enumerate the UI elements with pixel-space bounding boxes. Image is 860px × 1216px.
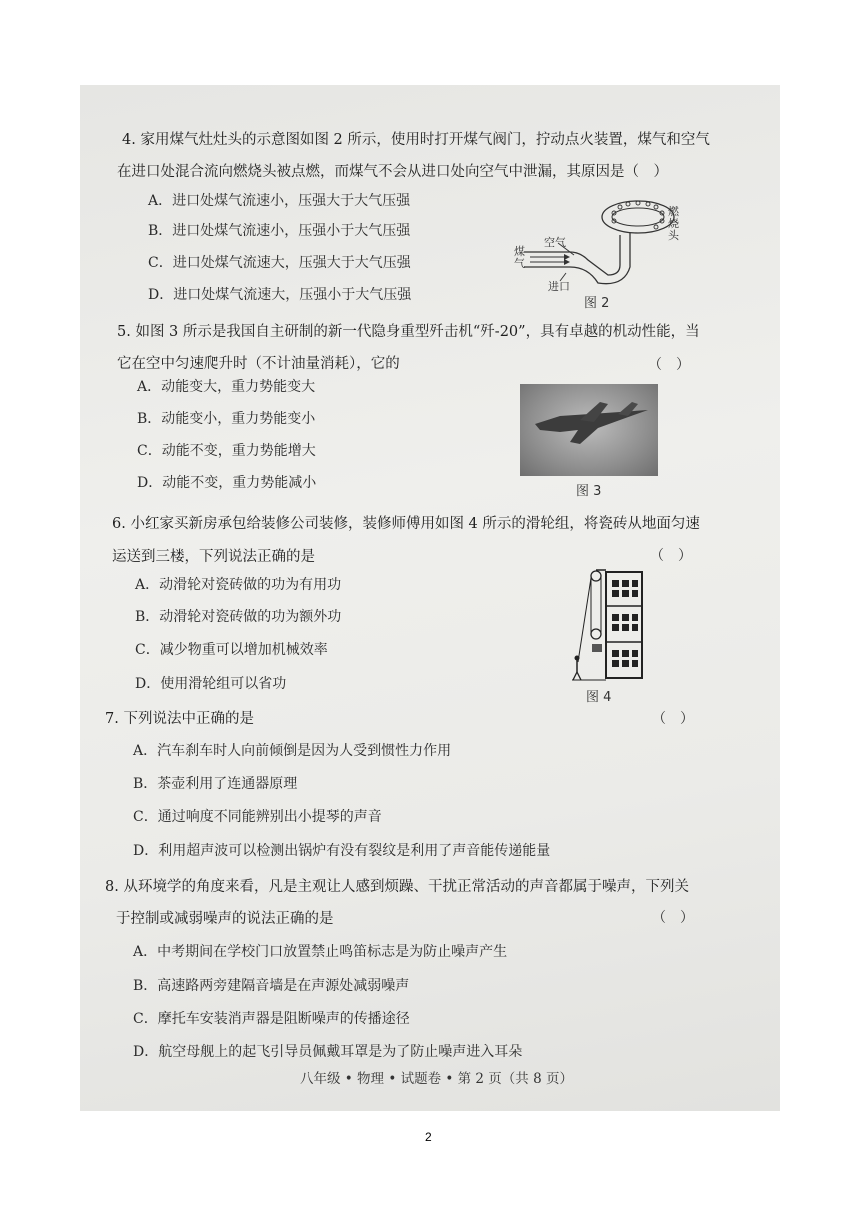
page-number: 2 [425, 1130, 432, 1144]
question-4-option-d: D．进口处煤气流速大，压强小于大气压强 [148, 287, 412, 303]
question-8-option-b: B．高速路两旁建隔音墙是在声源处减弱噪声 [133, 978, 410, 994]
question-6-line-1: 6. 小红家买新房承包给装修公司装修，装修师傅用如图 4 所示的滑轮组，将瓷砖从地面匀速 [112, 516, 700, 532]
question-4-option-c: C．进口处煤气流速大，压强大于大气压强 [148, 255, 411, 271]
question-4-option-a: A．进口处煤气流速小，压强大于大气压强 [148, 193, 411, 209]
question-4-line-1: 4. 家用煤气灶灶头的示意图如图 2 所示，使用时打开煤气阀门，拧动点火装置，煤气和空气 [122, 132, 710, 148]
question-8-answer-paren: （ ） [652, 910, 694, 926]
question-8-line-2: 于控制或减弱噪声的说法正确的是 [116, 911, 334, 927]
jet-silhouette-icon [520, 384, 658, 476]
figure-4-caption: 图 4 [586, 690, 612, 705]
question-6-line-2: 运送到三楼，下列说法正确的是 [112, 549, 315, 565]
question-5-option-a: A．动能变大，重力势能变大 [137, 379, 316, 395]
question-5-option-d: D．动能不变，重力势能减小 [137, 475, 317, 491]
figure-3-caption: 图 3 [576, 484, 602, 499]
question-7-answer-paren: （ ） [652, 711, 694, 727]
question-7-option-b: B．茶壶利用了连通器原理 [133, 776, 298, 792]
question-6-option-b: B．动滑轮对瓷砖做的功为额外功 [135, 609, 342, 625]
question-5-option-b: B．动能变小，重力势能变小 [137, 411, 316, 427]
figure-2-caption: 图 2 [584, 296, 610, 311]
question-8-line-1: 8. 从环境学的角度来看，凡是主观让人感到烦躁、干扰正常活动的声音都属于噪声，下列关 [105, 879, 689, 895]
question-5-line-2: 它在空中匀速爬升时（不计油量消耗），它的 [117, 356, 400, 372]
question-8-option-d: D．航空母舰上的起飞引导员佩戴耳罩是为了防止噪声进入耳朵 [133, 1044, 523, 1060]
question-6-option-c: C．减少物重可以增加机械效率 [135, 642, 328, 658]
question-6-option-d: D．使用滑轮组可以省功 [135, 676, 287, 692]
question-8-option-a: A．中考期间在学校门口放置禁止鸣笛标志是为防止噪声产生 [133, 944, 508, 960]
figure-2-burner-label: 燃烧头 [668, 205, 679, 242]
question-6-option-a: A．动滑轮对瓷砖做的功为有用功 [135, 577, 342, 593]
question-7-option-a: A．汽车刹车时人向前倾倒是因为人受到惯性力作用 [133, 743, 452, 759]
question-5-line-1: 5. 如图 3 所示是我国自主研制的新一代隐身重型歼击机“歼-20”，具有卓越的机动性能，当 [117, 324, 700, 340]
question-5-answer-paren: （ ） [648, 357, 690, 373]
figure-3-jet-photo [520, 384, 658, 476]
question-7-line-1: 7. 下列说法中正确的是 [105, 711, 254, 727]
question-7-option-d: D．利用超声波可以检测出锅炉有没有裂纹是利用了声音能传递能量 [133, 843, 551, 859]
question-6-answer-paren: （ ） [650, 548, 692, 564]
figure-2-inlet-label: 进口 [548, 280, 570, 293]
question-7-option-c: C．通过响度不同能辨别出小提琴的声音 [133, 809, 382, 825]
figure-2-gas-label: 煤气 [514, 245, 525, 270]
question-4-option-b: B．进口处煤气流速小，压强小于大气压强 [148, 223, 411, 239]
question-8-option-c: C．摩托车安装消声器是阻断噪声的传播途径 [133, 1011, 410, 1027]
figure-4-pulley-diagram [570, 566, 650, 686]
question-4-line-2: 在进口处混合流向燃烧头被点燃，而煤气不会从进口处向空气中泄漏，其原因是（ ） [117, 164, 668, 180]
question-5-option-c: C．动能不变，重力势能增大 [137, 443, 316, 459]
figure-2-air-label: 空气 [544, 236, 566, 249]
exam-footer: 八年级 • 物理 • 试题卷 • 第 2 页（共 8 页） [300, 1071, 573, 1087]
